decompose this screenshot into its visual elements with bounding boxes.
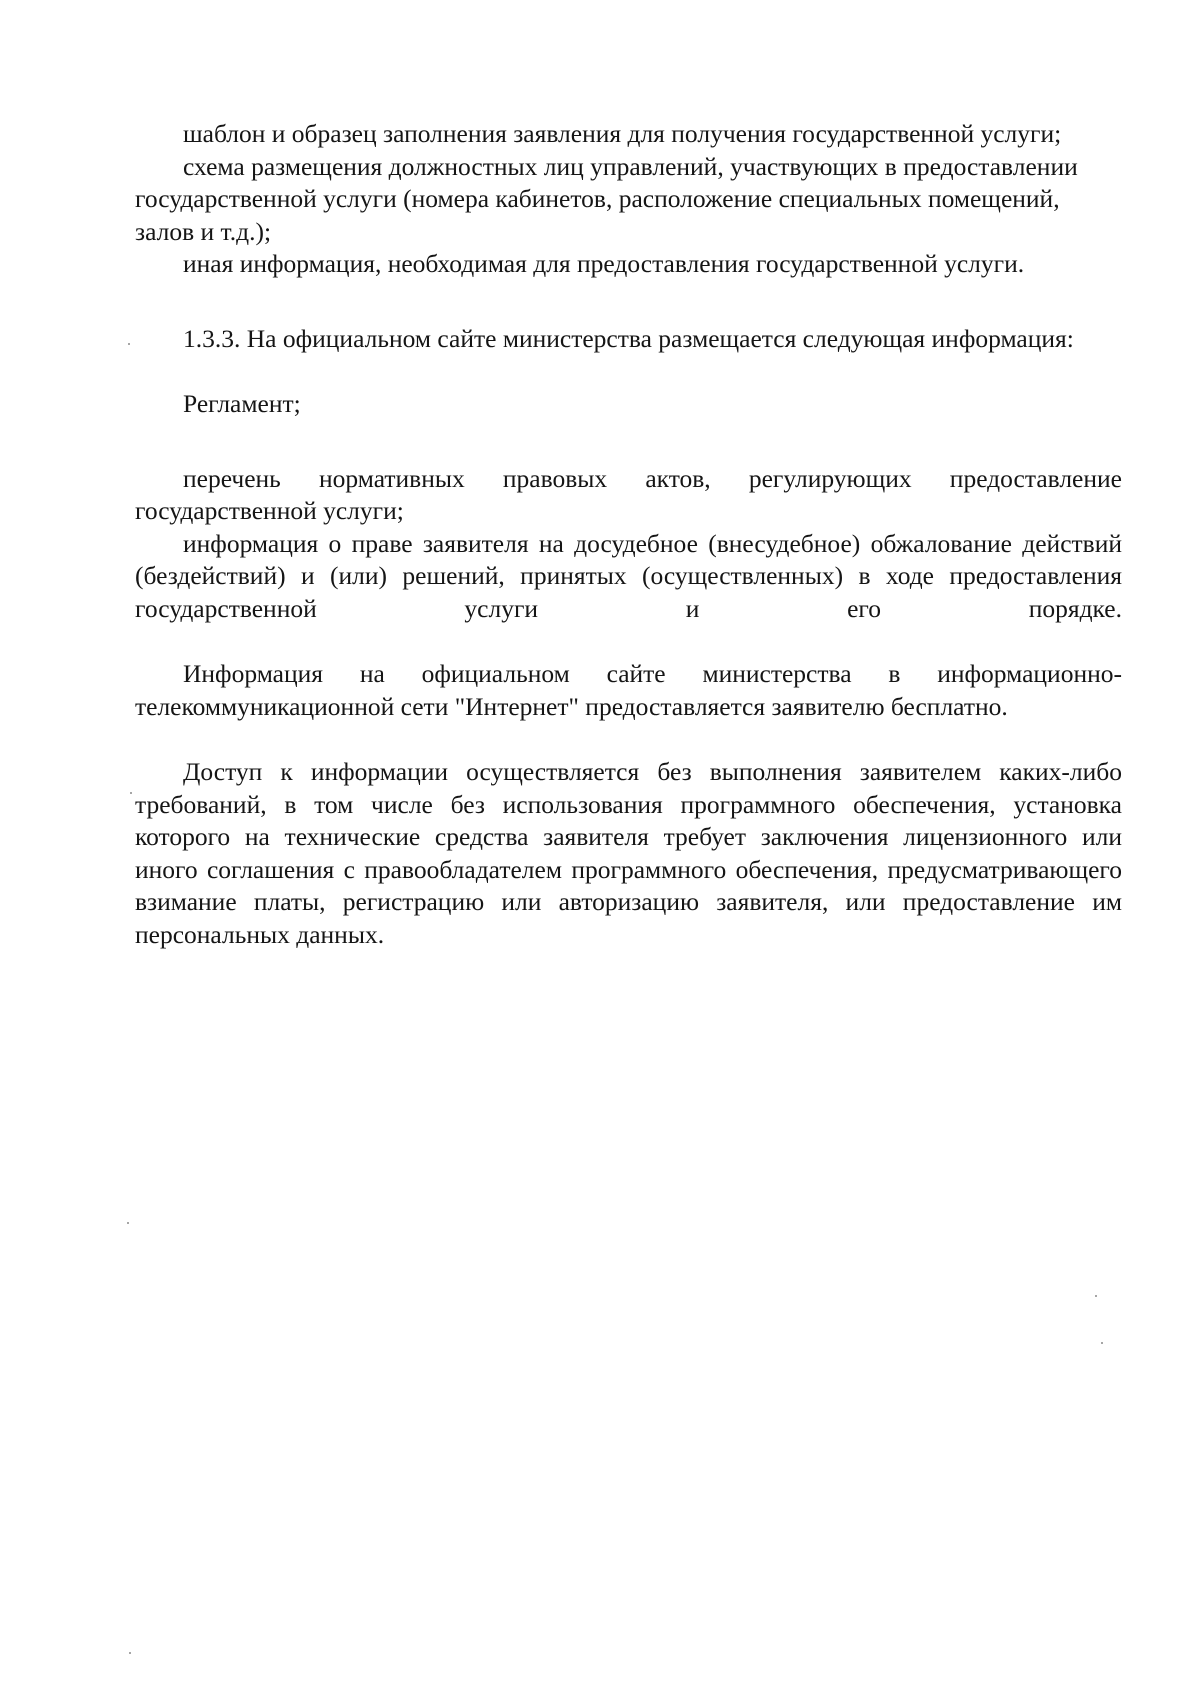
scan-speck	[130, 792, 132, 794]
scan-speck	[1101, 1342, 1103, 1344]
paragraph-free-information: Информация на официальном сайте министерства в информационно-телекоммуникационной сети "Интернет" предоставляется заявителю бесплатно.	[135, 659, 1122, 721]
scan-speck	[128, 343, 130, 345]
document-page	[135, 118, 1122, 951]
scan-speck	[127, 1222, 129, 1224]
paragraph-other-info: иная информация, необходимая для предоставления государственной услуги.	[183, 249, 1025, 278]
paragraph-template-sample: шаблон и образец заполнения заявления для получения государственной услуги;	[183, 119, 1062, 148]
scan-speck	[1095, 1295, 1097, 1297]
paragraph-legal-acts-list: перечень нормативных правовых актов, регулирующих предоставление государственной услуги;	[135, 463, 1122, 525]
paragraph-section-1-3-3: 1.3.3. На официальном сайте министерства размещается следующая информация:	[183, 323, 1074, 353]
paragraph-officials-layout: схема размещения должностных лиц управлений, участвующих в предоставлении государственной услуги (номера кабинетов, расположение специальных помещений, залов и т.д.);	[135, 151, 1078, 246]
paragraph-appeal-rights: информация о праве заявителя на досудебное (внесудебное) обжалование действий (бездействий) и (или) решений, принятых (осуществленных) в ходе предоставления государственной услуги и его порядке.	[135, 528, 1122, 623]
scan-speck	[129, 1652, 131, 1654]
paragraph-access-conditions: Доступ к информации осуществляется без выполнения заявителем каких-либо требований, в том числе без использования программного обеспечения, установка которого на технические средства заявителя требует заключения лицензионного или иного соглашения с правообладателем программного обеспечения, предусматривающего взимание платы, регистрацию или авторизацию заявителя, или предоставление им персональных данных.	[135, 757, 1122, 949]
paragraph-regulation: Регламент;	[183, 389, 301, 418]
